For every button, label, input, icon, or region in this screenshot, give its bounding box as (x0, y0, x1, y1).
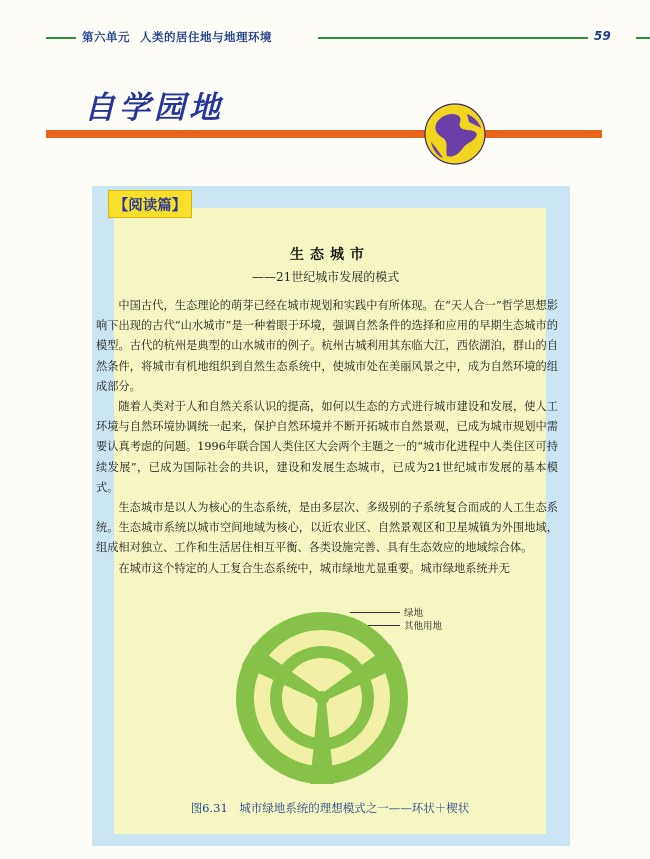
page-number: 59 (594, 29, 611, 43)
article-title: 生态城市 (290, 247, 370, 263)
header-rule-middle (318, 37, 588, 39)
paragraph: 生态城市是以人为核心的生态系统，是由多层次、多级别的子系统复合而成的人工生态系统。生态城市系统以城市空间地域为核心，以近农业区、自然景观区和卫星城镇为外围地域，组成相对独立、工作和生活居住相互平衡、各类设施完善、具有生态效应的地域综合体。 (96, 501, 558, 555)
article-body (96, 296, 558, 579)
figure-caption: 图6.31 城市绿地系统的理想模式之一——环状＋楔状 (190, 801, 470, 815)
paragraph: 中国古代，生态理论的萌芽已经在城市规划和实践中有所体现。在“天人合一”哲学思想影响下出现的古代“山水城市”是一种着眼于环境，强调自然条件的选择和应用的早期生态城市的模型。古代的杭州是典型的山水城市的例子。杭州古城利用其东临大江，西依湖泊，群山的自然条件，将城市有机地组织到自然生态系统中，使城市处在美丽风景之中，成为自然环境的组成部分。 (96, 299, 558, 393)
legend-other-land: 其他用地 (404, 621, 443, 632)
unit-title: 人类的居住地与地理环境 (140, 30, 272, 44)
unit-label: 第六单元 (82, 30, 130, 44)
paragraph: 随着人类对于人和自然关系认识的提高，如何以生态的方式进行城市建设和发展，使人工环境与自然环境协调统一起来，保护自然环境并不断开拓城市自然景观，已成为城市规划中需要认真考虑的问题。1996年联合国人类住区大会两个主题之一的“城市化进程中人类住区可持续发展”，已成为国际社会的共识，建设和发展生态城市，已成为21世纪城市发展的基本模式。 (96, 400, 558, 494)
header-rule-right (636, 37, 650, 39)
paragraph: 在城市这个特定的人工复合生态系统中，城市绿地尤显重要。城市绿地系统并无 (118, 561, 510, 575)
globe-icon (423, 102, 487, 166)
running-head-text (82, 29, 272, 45)
header-rule-left (46, 37, 76, 39)
article-subtitle: ——21世纪城市发展的模式 (252, 270, 400, 284)
green-space-diagram (232, 608, 412, 788)
reading-tag: 【阅读篇】 (108, 190, 192, 218)
running-head (46, 28, 611, 48)
central-green (315, 691, 329, 705)
section-divider (46, 130, 602, 138)
legend-green-space: 绿地 (404, 608, 424, 619)
section-title: 自学园地 (84, 90, 224, 126)
